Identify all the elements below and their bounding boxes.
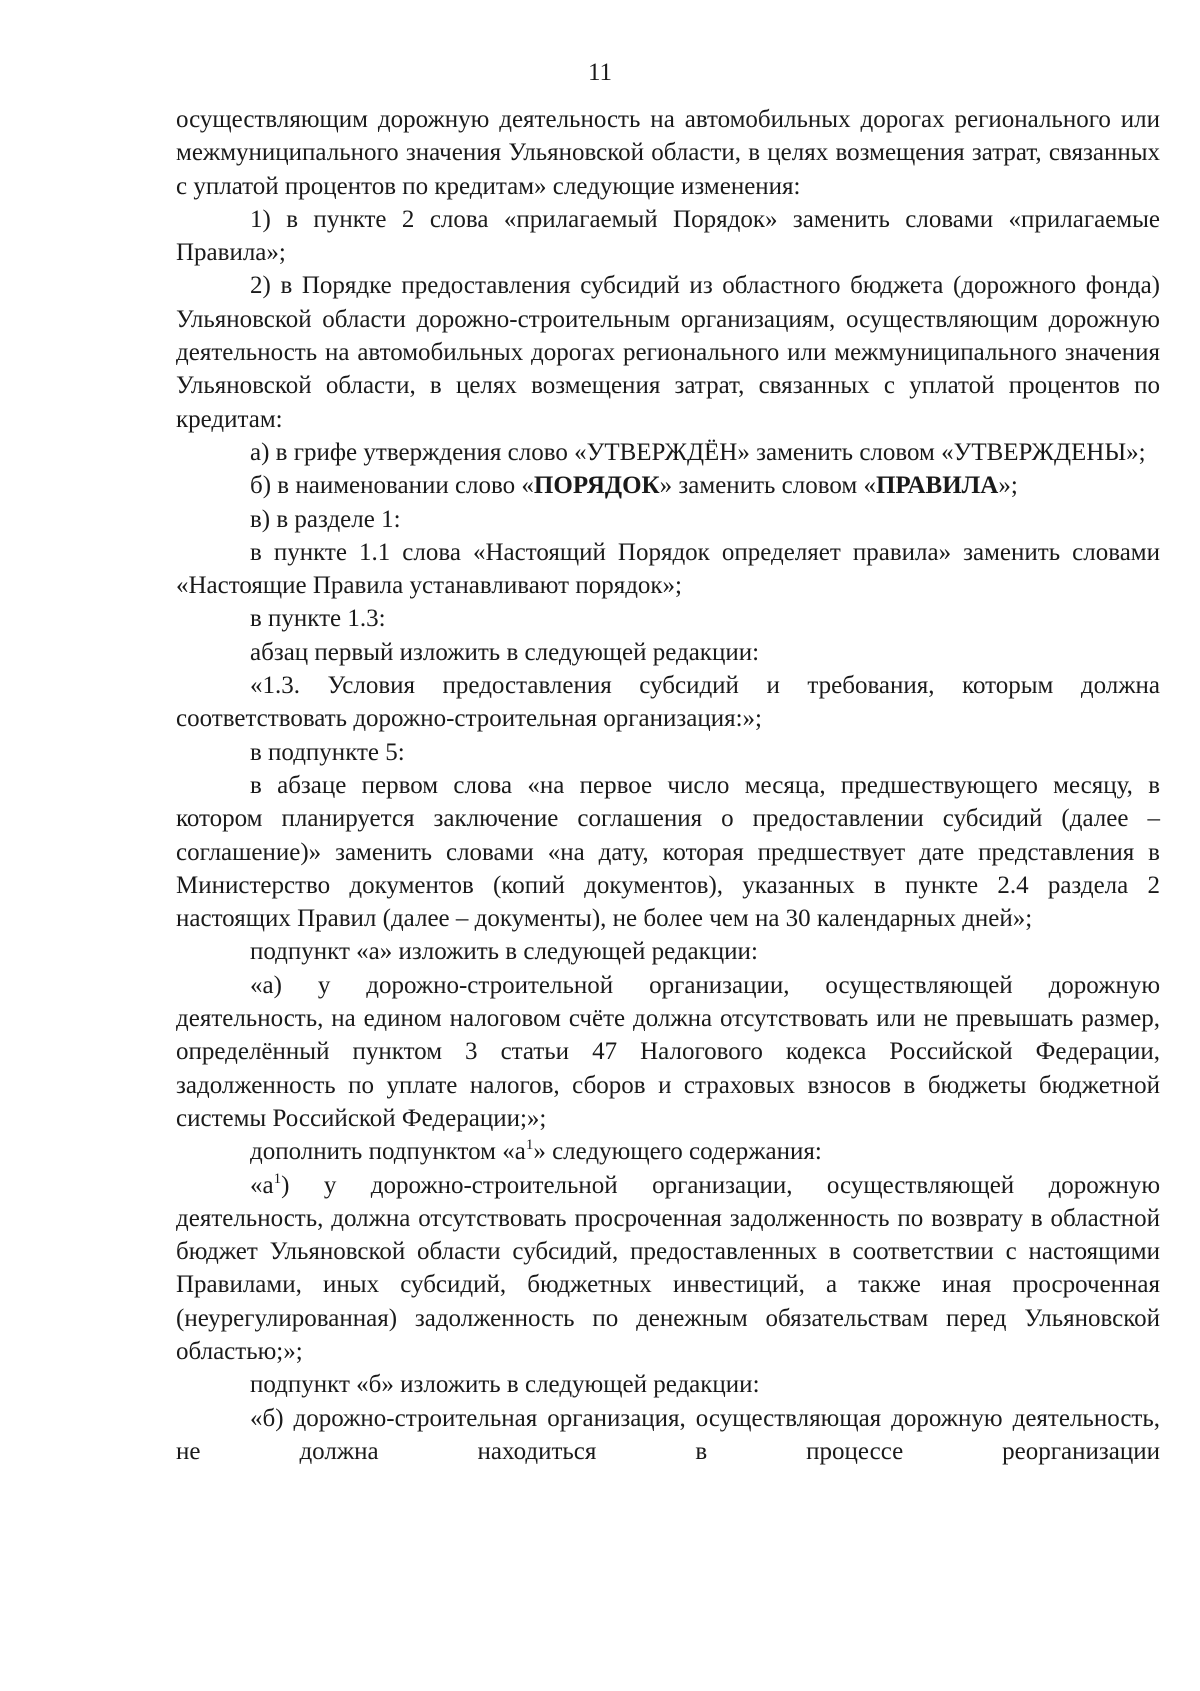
bold-text: ПРАВИЛА — [875, 472, 999, 500]
paragraph: осуществляющим дорожную деятельность на автомобильных дорогах регионального или межмуниципального значения Ульяновской области, в целях возмещения затрат, связанных с уплатой процентов по кредитам» следующие изменения: — [176, 106, 1160, 200]
paragraph: абзац первый изложить в следующей редакции: — [250, 638, 760, 666]
paragraph: 1) в пункте 2 слова «прилагаемый Порядок» заменить словами «прилагаемые Правила»; — [176, 205, 1160, 267]
text-run: » заменить словом « — [659, 472, 876, 500]
document-body — [176, 103, 1160, 1468]
text-run: ) у дорожно-строительной организации, осуществляющей дорожную деятельность, должна отсутствовать просроченная задолженность по возврату в областной бюджет Ульяновской области субсидий, предоставленных в соответствии с настоящими Правилами, иных субсидий, бюджетных инвестиций, а также иная просроченная (неурегулированная) задолженность по денежным обязательствам перед Ульяновской областью;»; — [176, 1171, 1160, 1365]
text-run: » следующего содержания: — [533, 1138, 822, 1166]
paragraph: в абзаце первом слова «на первое число месяца, предшествующего месяцу, в котором планируется заключение соглашения о предоставлении субсидий (далее – соглашение)» заменить словами «на дату, которая предшествует дате представления в Министерство документов (копий документов), указанных в пункте 2.4 раздела 2 настоящих Правил (далее – документы), не более чем на 30 календарных дней»; — [176, 771, 1160, 933]
text-run: «а — [250, 1171, 274, 1199]
paragraph: подпункт «а» изложить в следующей редакции: — [250, 938, 758, 966]
paragraph: в подпункте 5: — [250, 738, 405, 766]
text-run: б) в наименовании слово « — [250, 472, 534, 500]
paragraph: в пункте 1.3: — [250, 605, 386, 633]
paragraph — [176, 469, 1160, 502]
paragraph: в) в разделе 1: — [250, 505, 401, 533]
paragraph — [176, 1169, 1160, 1369]
paragraph: «б) дорожно-строительная организация, осуществляющая дорожную деятельность, не должна находиться в процессе реорганизации — [176, 1404, 1160, 1465]
paragraph: в пункте 1.1 слова «Настоящий Порядок определяет правила» заменить словами «Настоящие Правила устанавливают порядок»; — [176, 538, 1160, 600]
paragraph: 2) в Порядке предоставления субсидий из областного бюджета (дорожного фонда) Ульяновской области дорожно-строительным организациям, осуществляющим дорожную деятельность на автомобильных дорогах регионального или межмуниципального значения Ульяновской области, в целях возмещения затрат, связанных с уплатой процентов по кредитам: — [176, 272, 1160, 433]
bold-text: ПОРЯДОК — [533, 472, 660, 500]
text-run: дополнить подпунктом «а — [250, 1138, 526, 1166]
paragraph: а) в грифе утверждения слово «УТВЕРЖДЁН» заменить словом «УТВЕРЖДЕНЫ»; — [250, 438, 1146, 466]
superscript: 1 — [273, 1170, 282, 1187]
paragraph: «1.3. Условия предоставления субсидий и требования, которым должна соответствовать дорожно-строительная организация:»; — [176, 672, 1160, 733]
page-number: 11 — [587, 59, 613, 86]
paragraph: «а) у дорожно-строительной организации, осуществляющей дорожную деятельность, на едином налоговом счёте должна отсутствовать или не превышать размер, определённый пунктом 3 статьи 47 Налогового кодекса Российской Федерации, задолженность по уплате налогов, сборов и страховых взносов в бюджеты бюджетной системы Российской Федерации;»; — [176, 971, 1160, 1132]
paragraph: подпункт «б» изложить в следующей редакции: — [250, 1371, 760, 1399]
paragraph — [176, 1135, 1160, 1168]
text-run: »; — [998, 472, 1018, 500]
superscript: 1 — [525, 1137, 534, 1154]
